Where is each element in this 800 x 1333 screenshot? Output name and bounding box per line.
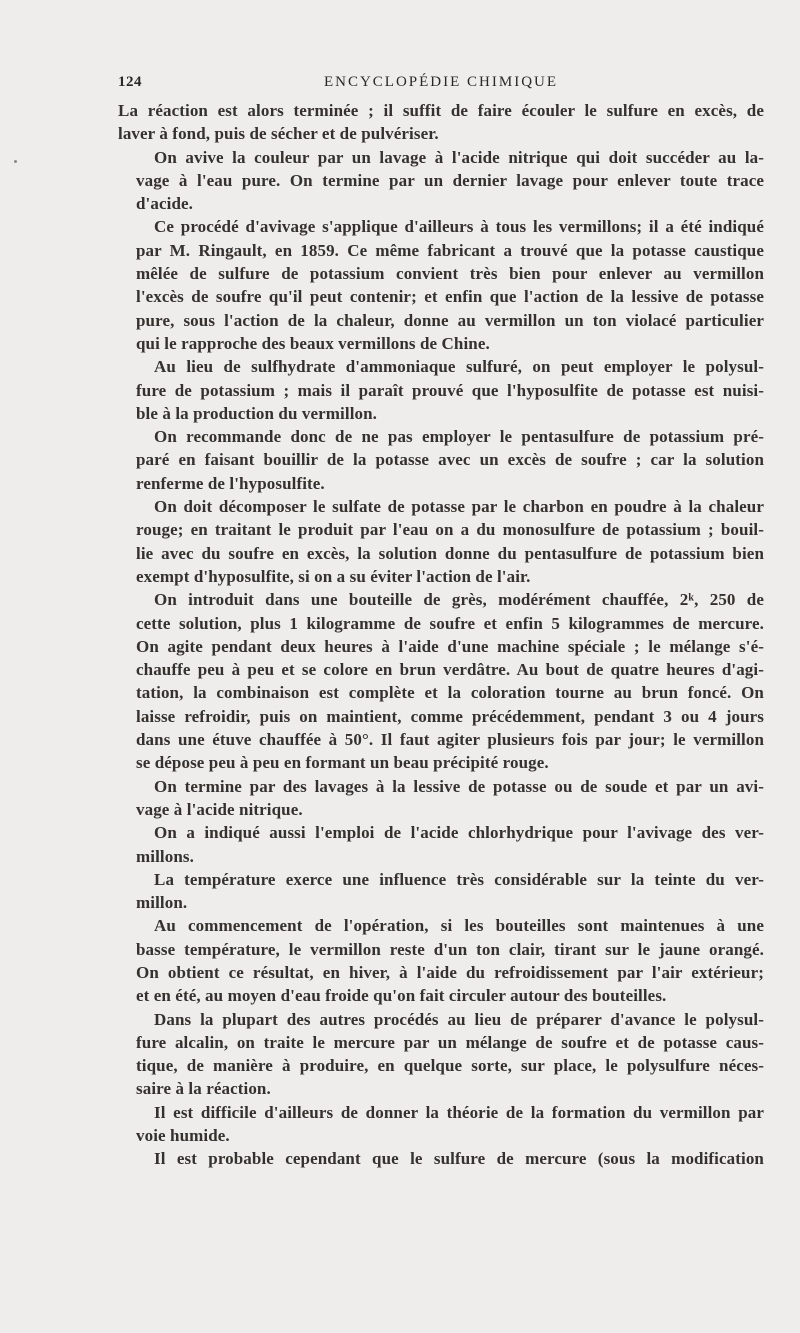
text-line: Au lieu de sulfhydrate d'ammoniaque sulfuré, on peut employer le polysul-	[154, 357, 764, 377]
text-line: laver à fond, puis de sécher et de pulvériser.	[118, 124, 439, 144]
paragraph	[118, 868, 764, 915]
text-line: d'acide.	[136, 194, 193, 214]
paragraph	[118, 914, 764, 1007]
text-line: On agite pendant deux heures à l'aide d'une machine spéciale ; le mélange s'é-	[136, 636, 764, 656]
paragraph	[118, 215, 764, 355]
text-line: exempt d'hyposulfite, si on a su éviter l'action de l'air.	[136, 566, 531, 586]
text-line: On recommande donc de ne pas employer le pentasulfure de potassium pré-	[154, 427, 764, 447]
paragraph	[118, 1101, 764, 1148]
paragraph	[118, 1147, 764, 1170]
text-line: dans une étuve chauffée à 50°. Il faut agiter plusieurs fois par jour; le vermillon	[136, 730, 764, 750]
text-line: tation, la combinaison est complète et la coloration tourne au brun foncé. On	[136, 683, 764, 703]
text-line: Ce procédé d'avivage s'applique d'ailleurs à tous les vermillons; il a été indiqué	[154, 217, 764, 237]
paragraph	[118, 99, 764, 146]
text-line: La réaction est alors terminée ; il suffit de faire écouler le sulfure en excès, de	[118, 101, 764, 120]
paragraph	[118, 775, 764, 822]
text-line: fure alcalin, on traite le mercure par un mélange de soufre et de potasse caus-	[136, 1032, 764, 1052]
text-line: l'excès de soufre qu'il peut contenir; et enfin que l'action de la lessive de potasse	[136, 287, 764, 307]
text-line: La température exerce une influence très considérable sur la teinte du ver-	[154, 869, 764, 889]
text-line: mêlée de sulfure de potassium convient très bien pour enlever au vermillon	[136, 264, 764, 284]
text-line: On avive la couleur par un lavage à l'acide nitrique qui doit succéder au la-	[154, 147, 764, 167]
paragraph	[118, 495, 764, 588]
margin-speck	[14, 160, 17, 163]
text-line: Il est probable cependant que le sulfure de mercure (sous la modification	[154, 1149, 764, 1169]
text-line: basse température, le vermillon reste d'un ton clair, tirant sur le jaune orangé.	[136, 939, 764, 959]
text-line: renferme de l'hyposulfite.	[136, 473, 325, 493]
text-line: ble à la production du vermillon.	[136, 403, 378, 423]
text-line: vage à l'acide nitrique.	[136, 799, 303, 819]
text-line: millon.	[136, 893, 188, 913]
text-line: Au commencement de l'opération, si les bouteilles sont maintenues à une	[154, 916, 764, 936]
text-line: On introduit dans une bouteille de grès, modérément chauffée, 2ᵏ, 250 de	[154, 590, 764, 610]
text-line: lie avec du soufre en excès, la solution donne du pentasulfure de potassium bien	[136, 543, 764, 563]
text-line: On doit décomposer le sulfate de potasse par le charbon en poudre à la chaleur	[154, 497, 764, 517]
text-line: chauffe peu à peu et se colore en brun verdâtre. Au bout de quatre heures d'agi-	[136, 660, 764, 680]
text-line: Il est difficile d'ailleurs de donner la théorie de la formation du vermillon par	[154, 1102, 764, 1122]
text-line: tique, de manière à produire, en quelque sorte, sur place, le polysulfure néces-	[136, 1056, 764, 1076]
text-line: Dans la plupart des autres procédés au lieu de préparer d'avance le polysul-	[154, 1009, 764, 1029]
paragraph	[118, 355, 764, 425]
text-line: qui le rapproche des beaux vermillons de Chine.	[136, 333, 490, 353]
text-line: rouge; en traitant le produit par l'eau on a du monosulfure de potassium ; bouil-	[136, 520, 764, 540]
text-line: par M. Ringault, en 1859. Ce même fabricant a trouvé que la potasse caustique	[136, 240, 764, 260]
paragraph	[118, 588, 764, 774]
page-number: 124	[118, 74, 142, 90]
text-line: cette solution, plus 1 kilogramme de soufre et enfin 5 kilogrammes de mercure.	[136, 613, 764, 633]
text-line: voie humide.	[136, 1126, 230, 1146]
text-line: millons.	[136, 846, 194, 866]
page-body-text	[118, 99, 764, 1171]
running-head	[118, 74, 764, 96]
paragraph	[118, 1008, 764, 1101]
paragraph	[118, 146, 764, 216]
text-line: vage à l'eau pure. On termine par un dernier lavage pour enlever toute trace	[136, 170, 764, 190]
text-line: pure, sous l'action de la chaleur, donne au vermillon un ton violacé particulier	[136, 310, 764, 330]
text-line: On obtient ce résultat, en hiver, à l'aide du refroidissement par l'air extérieur;	[136, 962, 764, 982]
text-line: paré en faisant bouillir de la potasse avec un excès de soufre ; car la solution	[136, 450, 764, 470]
text-line: se dépose peu à peu en formant un beau précipité rouge.	[136, 753, 549, 773]
book-title: ENCYCLOPÉDIE CHIMIQUE	[323, 74, 559, 90]
text-line: On a indiqué aussi l'emploi de l'acide chlorhydrique pour l'avivage des ver-	[154, 823, 764, 843]
paragraph	[118, 425, 764, 495]
text-line: saire à la réaction.	[136, 1079, 271, 1099]
paragraph	[118, 821, 764, 868]
text-line: et en été, au moyen d'eau froide qu'on fait circuler autour des bouteilles.	[136, 986, 667, 1006]
text-line: On termine par des lavages à la lessive de potasse ou de soude et par un avi-	[154, 776, 764, 796]
text-line: laisse refroidir, puis on maintient, comme précédemment, pendant 3 ou 4 jours	[136, 706, 764, 726]
text-line: fure de potassium ; mais il paraît prouvé que l'hyposulfite de potasse est nuisi-	[136, 380, 764, 400]
